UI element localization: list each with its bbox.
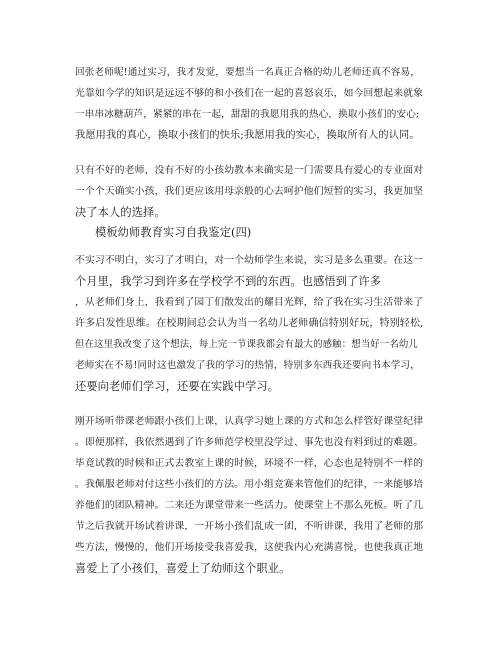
paragraph-1-line-4: 我愿用我的真心，换取小孩们的快乐;我愿用我的实心，换取所有人的认同。 [75,130,420,141]
paragraph-2-line-1: 只有不好的老师，没有不好的小孩幼教本来确实是一门需要具有爱心的专业面对 [75,165,424,176]
paragraph-1-line-1: 回张老师呢!通过实习，我才发觉，要想当一名真正合格的幼儿老师还真不容易， [75,67,421,78]
paragraph-4-line-1: 刚开场听带课老师跟小孩们上课，认真学习她上课的方式和怎么样管好课堂纪律 [75,416,424,427]
paragraph-3-line-5: 但在这里我改变了这个想法，每上完一节课我都会有最大的感触：想当好一名幼儿 [75,339,418,350]
paragraph-1-line-2: 光靠如今学的知识是远远不够的和小孩们在一起的喜怒哀乐，如今回想起来就象 [75,88,424,99]
paragraph-4-line-3: 毕竟试教的时候和正式去教室上课的时候，环境不一样，心态也是特别不一样的 [75,458,424,469]
paragraph-3-line-4: 许多启发性思维。在校期间总会认为当一名幼儿老师确信特别好玩，特别轻松, [75,318,424,329]
paragraph-1-line-3: 一串串冰糖葫芦，紧紧的串在一起，甜甜的我愿用我的热心，换取小孩们的安心; [75,109,420,120]
paragraph-3-line-2: 个月里，我学习到许多在学校学不到的东西。也感悟到了许多 [75,275,382,288]
paragraph-3-line-1: 不实习不明白，实习了才明白，对一个幼师学生来说，实习是多么重要。在这一 [75,255,424,266]
section-heading: 模板幼师教育实习自我鉴定(四) [95,226,252,239]
paragraph-2-line-2: 一个个天确实小孩，我们更应该用母亲般的心去呵护他们短暂的实习，我更加坚 [75,186,424,197]
paragraph-4-line-6: 节之后我就开场试着讲课，一开场小孩们乱成一团，不听讲课，我用了老师的那 [75,521,424,532]
paragraph-3-line-3: ，从老师们身上，我看到了园丁们散发出的耀目光辉，给了我在实习生活带来了 [75,297,424,308]
paragraph-4-line-8: 喜爱上了小孩们，喜爱上了幼师这个职业。 [75,562,291,575]
paragraph-2-line-3: 决了本人的选择。 [75,206,166,219]
paragraph-3-line-7: 还要向老师们学习，还要在实践中学习。 [75,380,280,393]
paragraph-3-line-6: 老师实在不易!同时这也激发了我的学习的热情，特别多东西我还要向书本学习， [75,360,421,371]
paragraph-4-line-4: 。我佩服老师对付这些小孩们的方法。用小组竞赛来管他们的纪律，一来能够培 [75,479,424,490]
paragraph-4-line-2: 。即便那样，我依然遇到了许多师范学校里没学过、事先也没有料到过的难题。 [75,437,424,448]
paragraph-4-line-7: 些方法，慢慢的，他们开场接受我喜爱我，这使我内心充满喜悦，也使我真正地 [75,542,424,553]
paragraph-4-line-5: 养他们的团队精神。二来还为课堂带来一些活力。使课堂上不那么死板。听了几 [75,500,424,511]
